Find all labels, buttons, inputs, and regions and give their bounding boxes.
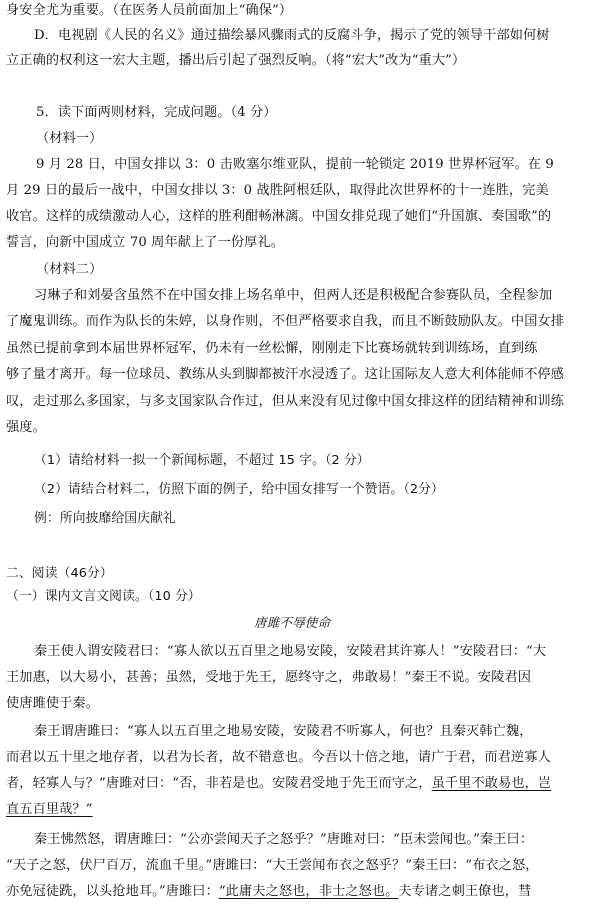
passage-title: 唐雎不辱使命 xyxy=(254,615,331,630)
section-heading: 二、阅读（46分） xyxy=(6,566,113,581)
text-line: 虽然已提前拿到本届世界杯冠军，仍未有一丝松懈，刚刚走下比赛场就转到训练场，直到练 xyxy=(6,341,538,356)
question-heading: 5．读下面两则材料，完成问题。（4 分） xyxy=(36,105,277,120)
material-label: （材料一） xyxy=(36,131,103,146)
text-line-with-underline xyxy=(6,775,551,793)
material-label: （材料二） xyxy=(36,262,103,277)
text-segment: 亦免冠徒跣，以头抢地耳。”唐雎曰： xyxy=(6,884,219,899)
text-line: 9 月 28 日，中国女排以 3：0 击败塞尔维亚队，提前一轮锁定 2019 世界杯冠军。在 9 xyxy=(36,157,554,172)
text-line: 收官。这样的成绩激动人心，这样的胜利酣畅淋漓。中国女排兑现了她们“升国旗、奏国歌”的 xyxy=(6,209,552,224)
sub-question: （2）请结合材料二，仿照下面的例子，给中国女排写一个赞语。（2分） xyxy=(34,482,444,497)
text-line-with-underline xyxy=(6,883,531,901)
text-line: 够了量才离开。每一位球员、教练从头到脚都被汗水浸透了。这让国际友人意大利体能师不停感 xyxy=(6,367,565,382)
text-segment: 夫专诸之刺王僚也，彗 xyxy=(398,884,532,899)
subsection-heading: （一）课内文言文阅读。（10 分） xyxy=(6,589,201,604)
sub-question: （1）请给材料一拟一个新闻标题，不超过 15 字。（2 分） xyxy=(34,453,370,468)
text-line: 而君以五十里之地存者，以君为长者，故不错意也。今吾以十倍之地，请广于君，而君逆寡人 xyxy=(6,750,551,765)
text-line: 王加惠，以大易小，甚善；虽然，受地于先王，愿终守之，弗敢易！”秦王不说。安陵君因 xyxy=(6,670,532,685)
text-line: 秦王使人谓安陵君曰：“寡人欲以五百里之地易安陵，安陵君其许寡人！”安陵君曰：“大 xyxy=(34,644,547,659)
text-line: 秦王怫然怒，谓唐雎曰：“公亦尝闻天子之怒乎？”唐雎对曰：“臣未尝闻也。”秦王曰： xyxy=(34,832,534,847)
example-line: 例：所向披靡给国庆献礼 xyxy=(34,511,176,526)
underlined-text: “此庸夫之怒也，非士之怒也。 xyxy=(218,884,399,899)
text-line: 月 29 日的最后一战中，中国女排以 3：0 战胜阿根廷队，取得此次世界杯的十一连胜，完美 xyxy=(6,183,549,198)
text-line: D．电视剧《人民的名义》通过描绘暴风骤雨式的反腐斗争，揭示了党的领导干部如何树 xyxy=(34,28,550,43)
text-line: 强度。 xyxy=(6,420,46,435)
text-line: 使唐雎使于秦。 xyxy=(6,696,100,711)
text-line: 习琳子和刘晏含虽然不在中国女排上场名单中，但两人还是积极配合参赛队员，全程参加 xyxy=(34,288,553,303)
text-line: 了魔鬼训练。而作为队长的朱婷，以身作则，不但严格要求自我，而且不断鼓励队友。中国女排 xyxy=(6,314,565,329)
text-line: 叹，走过那么多国家，与多支国家队合作过，但从来没有见过像中国女排这样的团结精神和训练 xyxy=(6,394,565,409)
text-line: 身安全尤为重要。（在医务人员前面加上“确保”） xyxy=(6,3,293,18)
underlined-text: 虽千里不敢易也，岂 xyxy=(431,776,552,791)
text-line: 誓言，向新中国成立 70 周年献上了一份厚礼。 xyxy=(6,235,285,250)
text-line: “天子之怒，伏尸百万，流血千里。”唐雎曰：“大王尝闻布衣之怒乎？”秦王曰：“布衣之怒， xyxy=(6,858,539,873)
text-line: 立正确的权利这一宏大主题，播出后引起了强烈反响。（将“宏大”改为“重大”） xyxy=(6,53,466,68)
text-line: 秦王谓唐雎曰：“寡人以五百里之地易安陵，安陵君不听寡人，何也？且秦灭韩亡魏， xyxy=(34,724,533,739)
text-line: 者，轻寡人与？”唐雎对曰：“否，非若是也。安陵君受地于先王而守之， xyxy=(6,776,432,791)
underlined-text: 直五百里哉？” xyxy=(6,802,93,817)
